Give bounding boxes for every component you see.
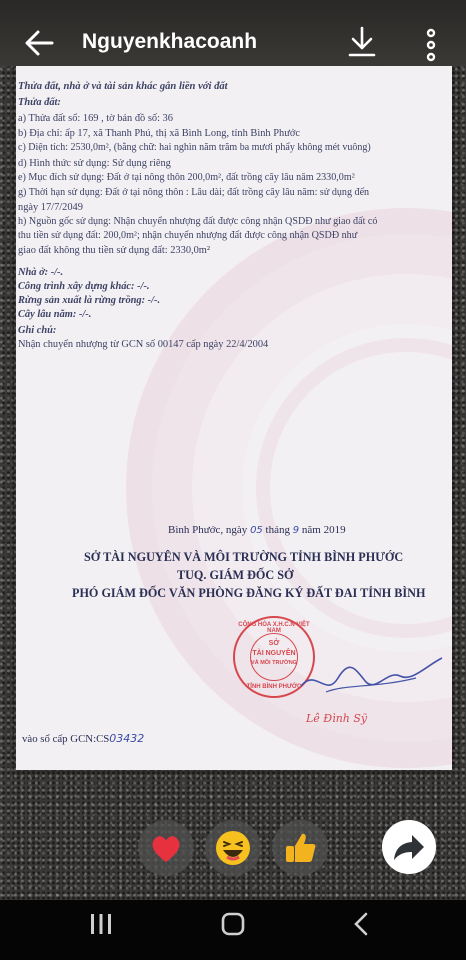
heart-icon — [146, 828, 186, 868]
date-day: 05 — [250, 525, 263, 536]
seal-ring-text: CỘNG HÒA X.H.C.N VIỆT NAM — [238, 622, 310, 634]
item-house: Nhà ở: -/-. — [18, 267, 64, 278]
gcn-label: vào sổ cấp GCN:CS — [22, 733, 110, 745]
reaction-haha-button[interactable] — [205, 820, 261, 876]
seal-center-line: VÀ MÔI TRƯỜNG — [251, 660, 297, 666]
doc-line: thu tiền sử dụng đất: 200,0m²; nhận chuyển nhượng đất được công nhận QSDĐ như — [18, 230, 358, 241]
reaction-like-button[interactable] — [272, 820, 328, 876]
signer-title: PHÓ GIÁM ĐỐC VĂN PHÒNG ĐĂNG KÝ ĐẤT ĐAI TỈNH BÌNH — [72, 586, 426, 600]
top-bar — [0, 0, 466, 66]
sign-date — [168, 524, 346, 536]
download-icon[interactable] — [344, 24, 380, 60]
doc-line: c) Diện tích: 2530,0m², (bằng chữ: hai nghìn năm trăm ba mươi phẩy không mét vuông) — [18, 142, 371, 153]
seal-center-line: TÀI NGUYÊN — [252, 650, 296, 657]
gcn-number: 03432 — [109, 732, 145, 745]
laughing-face-icon — [213, 828, 253, 868]
date-prefix: Bình Phước, ngày — [168, 524, 248, 536]
signer-name: Lê Đình Sỹ — [306, 712, 368, 725]
seal-center-line: SỞ — [268, 640, 280, 647]
doc-header: Thửa đất, nhà ở và tài sản khác gắn liền với đất — [18, 81, 228, 92]
doc-line: d) Hình thức sử dụng: Sử dụng riêng — [18, 158, 171, 169]
home-icon[interactable] — [220, 910, 246, 938]
nav-back-icon[interactable] — [352, 910, 370, 938]
item-forest: Rừng sản xuất là rừng trồng: -/-. — [18, 295, 161, 306]
doc-line: giao đất không thu tiền sử dụng đất: 2330,0m² — [18, 245, 211, 256]
land-certificate-photo[interactable] — [16, 58, 452, 770]
signer-authority: TUQ. GIÁM ĐỐC SỞ — [177, 568, 294, 582]
doc-line: g) Thời hạn sử dụng: Đất ở tại nông thôn : Lâu dài; đất trồng cây lâu năm: sử dụng đến — [18, 187, 370, 198]
handwritten-signature — [296, 648, 446, 708]
gcn-registry — [22, 732, 144, 745]
item-perennial: Cây lâu năm: -/-. — [18, 309, 92, 320]
date-month-label: tháng — [265, 524, 290, 536]
date-year: năm 2019 — [301, 524, 346, 536]
note-label: Ghi chú: — [18, 325, 57, 336]
reaction-love-button[interactable] — [138, 820, 194, 876]
department-name: SỞ TÀI NGUYÊN VÀ MÔI TRƯỜNG TỈNH BÌNH PHƯỚC — [84, 550, 404, 564]
doc-line: ngày 17/7/2049 — [18, 202, 83, 213]
item-construction: Công trình xây dựng khác: -/-. — [18, 281, 150, 292]
doc-line: h) Nguồn gốc sử dụng: Nhận chuyển nhượng đất được công nhận QSDĐ như giao đất có — [18, 216, 378, 227]
share-button[interactable] — [382, 820, 436, 874]
section-label: Thửa đất: — [18, 97, 61, 108]
date-month: 9 — [292, 525, 300, 536]
doc-line: e) Mục đích sử dụng: Đất ở tại nông thôn 200,0m², đất trồng cây lâu năm 2330,0m² — [18, 172, 355, 183]
author-name[interactable]: Nguyenkhacoanh — [82, 30, 258, 53]
recent-apps-icon[interactable] — [88, 912, 114, 936]
share-arrow-icon — [382, 820, 436, 874]
note-text: Nhận chuyển nhượng từ GCN số 00147 cấp ngày 22/4/2004 — [18, 339, 269, 350]
more-vertical-icon[interactable] — [420, 28, 442, 62]
seal-bottom-text: TỈNH BÌNH PHƯỚC — [246, 684, 302, 690]
doc-line: b) Địa chỉ: ấp 17, xã Thanh Phú, thị xã Bình Long, tỉnh Bình Phước — [18, 128, 300, 139]
doc-line: a) Thửa đất số: 169 , tờ bản đồ số: 36 — [18, 113, 173, 124]
arrow-left-icon[interactable] — [22, 26, 56, 60]
thumbs-up-icon — [280, 828, 320, 868]
